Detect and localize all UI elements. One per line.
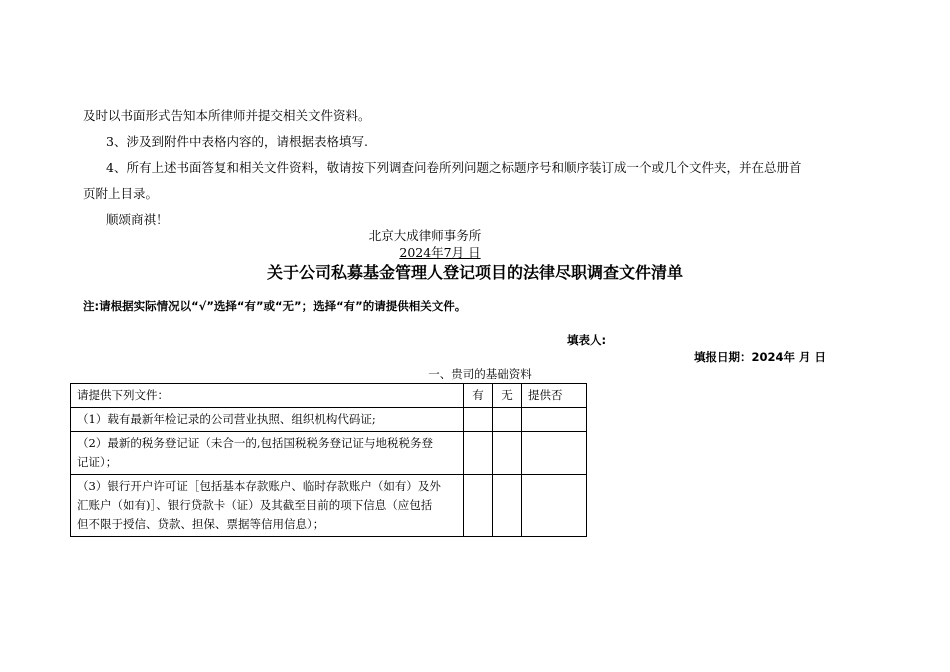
provided-cell[interactable] [522, 475, 587, 537]
row-item-line: 记证）； [77, 455, 118, 469]
provided-cell[interactable] [522, 432, 587, 475]
table-row [71, 432, 587, 475]
signature-date: 2024年7月 日 [399, 245, 481, 260]
row-item-line: （1）载有最新年检记录的公司营业执照、组织机构代码证; [77, 412, 376, 426]
note-text: 注:请根据实际情况以“√”选择“有”或“无”；选择“有”的请提供相关文件。 [83, 299, 467, 313]
table-header-row [71, 384, 587, 408]
header-provided: 提供否 [522, 384, 587, 408]
row-item-text [71, 408, 464, 432]
row-item-line: 汇账户（如有)］、银行贷款卡（证）及其截至目前的项下信息（应包括 [77, 498, 433, 512]
provided-cell[interactable] [522, 408, 587, 432]
no-cell[interactable] [493, 475, 522, 537]
row-item-text [71, 475, 464, 537]
no-cell[interactable] [493, 408, 522, 432]
section-title: 一、贵司的基础资料 [428, 367, 532, 381]
header-item: 请提供下列文件： [71, 384, 464, 408]
table-row [71, 475, 587, 537]
paragraph-line: 页附上目录。 [83, 186, 159, 201]
paragraph-line: 3、涉及到附件中表格内容的，请根据表格填写. [106, 134, 368, 149]
no-cell[interactable] [493, 432, 522, 475]
document-title: 关于公司私募基金管理人登记项目的法律尽职调查文件清单 [266, 263, 683, 282]
document-checklist-table [70, 383, 587, 537]
row-item-line: 但不限于授信、贷款、担保、票据等信用信息）； [77, 517, 325, 531]
row-item-text [71, 432, 464, 475]
yes-cell[interactable] [464, 475, 493, 537]
header-yes: 有 [464, 384, 493, 408]
filler-label: 填表人: [567, 333, 607, 347]
table-row [71, 408, 587, 432]
yes-cell[interactable] [464, 408, 493, 432]
fill-date: 填报日期：2024年 月 日 [694, 350, 827, 364]
header-no: 无 [493, 384, 522, 408]
firm-name: 北京大成律师事务所 [368, 228, 482, 243]
paragraph-line: 及时以书面形式告知本所律师并提交相关文件资料。 [83, 108, 371, 123]
closing-line: 顺颂商祺！ [106, 212, 169, 227]
paragraph-line: 4、所有上述书面答复和相关文件资料，敬请按下列调查问卷所列问题之标题序号和顺序装订成一个或几个文件夹，并在总册首 [106, 160, 802, 175]
row-item-line: （2）最新的税务登记证（未合一的,包括国税税务登记证与地税税务登 [77, 436, 433, 450]
yes-cell[interactable] [464, 432, 493, 475]
row-item-line: （3）银行开户许可证［包括基本存款账户、临时存款账户（如有）及外 [77, 479, 441, 493]
